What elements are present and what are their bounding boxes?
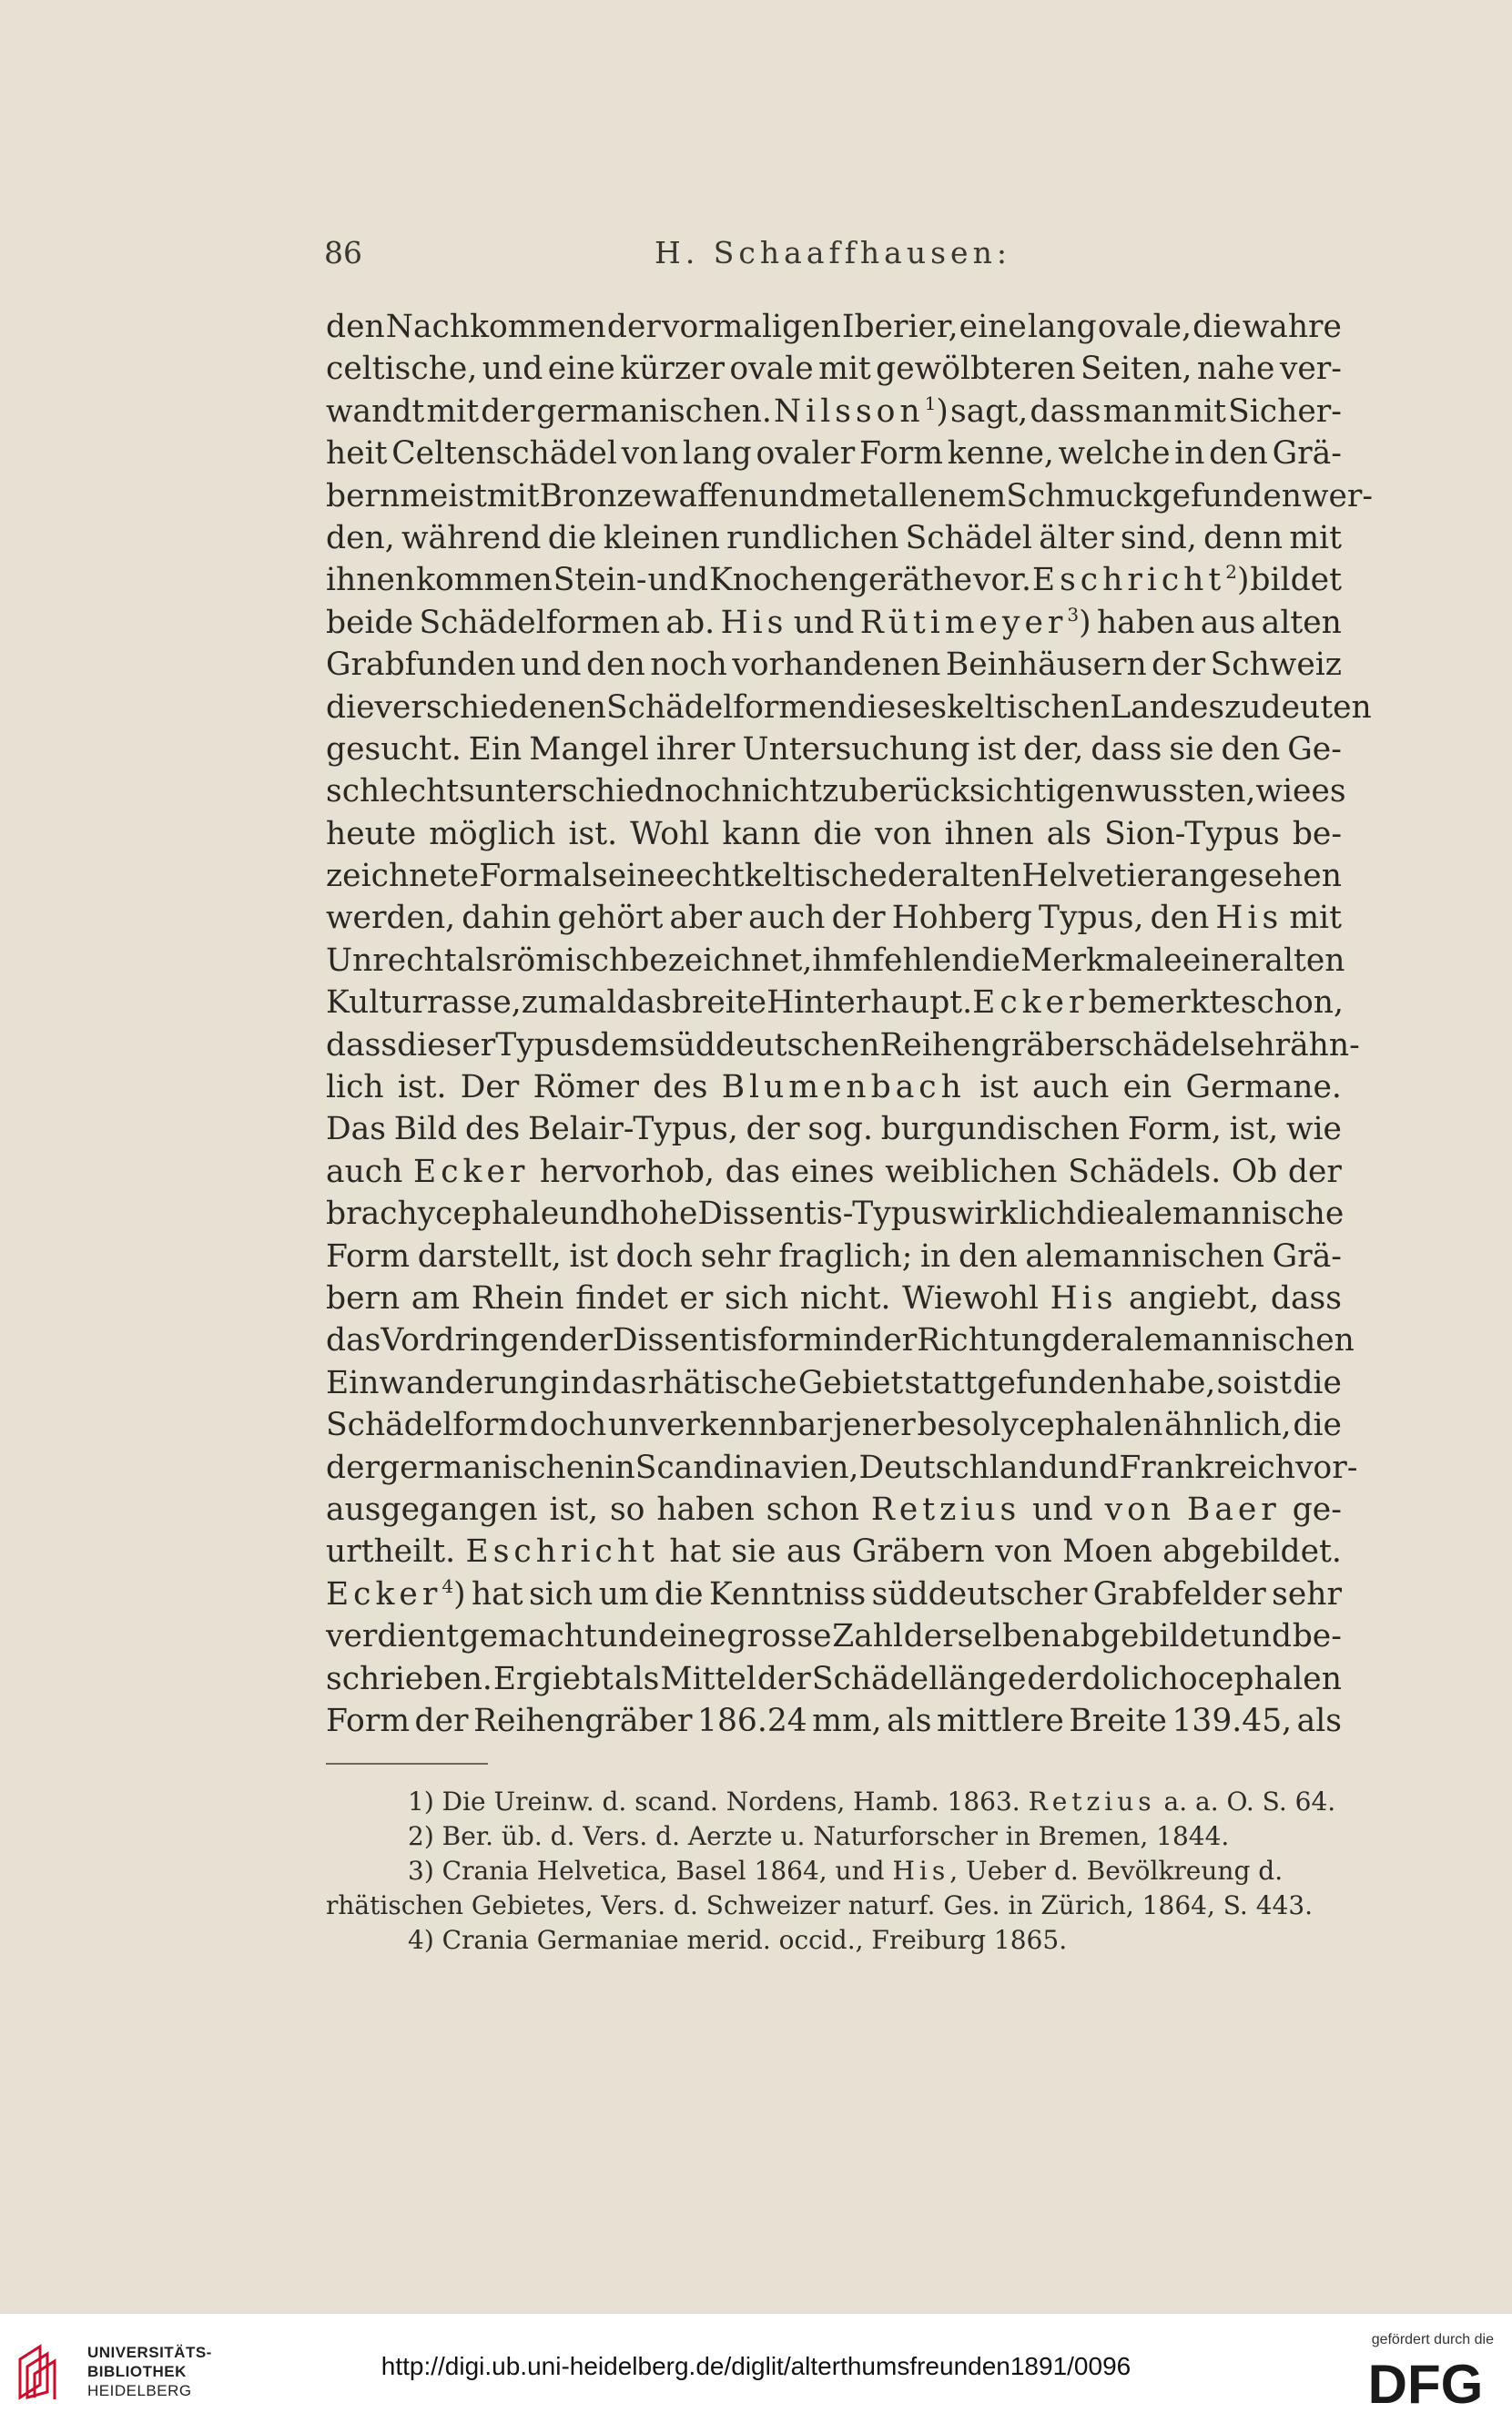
text-line: Das Bild des Belair-Typus, der sog. burgundischen Form, ist, wie: [326, 1111, 1342, 1148]
footnote-marker: 3: [1067, 603, 1080, 626]
text-line: lich ist. Der Römer des Blumenbach ist auch ein Germane.: [326, 1069, 1342, 1106]
text-line: dass dieser Typus dem süddeutschen Reihengräberschädel sehr ähn-: [326, 1026, 1360, 1064]
viewer-footer: [0, 2313, 1512, 2423]
text-line: Grabfunden und den noch vorhandenen Beinhäusern der Schweiz: [326, 646, 1342, 684]
text-line: ihnen kommen Stein- und Knochengeräthe vor. Eschricht$^2$) bildet: [326, 561, 1342, 599]
text-line: der germanischen in Scandinavien, Deutschland und Frankreich vor-: [326, 1449, 1358, 1486]
text-line: schrieben. Er giebt als Mittel der Schädellänge der dolichocephalen: [326, 1660, 1342, 1697]
footnote-divider: [326, 1763, 488, 1765]
text-line: urtheilt. Eschricht hat sie aus Gräbern von Moen abgebildet.: [326, 1533, 1342, 1571]
text-line: heute möglich ist. Wohl kann die von ihnen als Sion-Typus be-: [326, 815, 1342, 852]
footnote-marker: 1: [924, 392, 937, 414]
text-line: den Nachkommen der vormaligen Iberier, eine lang ovale, die wahre: [326, 309, 1342, 345]
text-line: auch Ecker hervorhob, das eines weiblichen Schädels. Ob der: [326, 1153, 1342, 1190]
text-line: Schädelform doch unverkennbar jener besolycephalen ähnlich, die: [326, 1407, 1342, 1444]
footnote: 4) Crania Germaniae merid. occid., Freiburg 1865.: [408, 1925, 1068, 1955]
footnotes: [326, 1785, 1342, 1958]
footnote-marker: 2: [1225, 561, 1237, 584]
text-line: schlechtsunterschied noch nicht zu berücksichtigen wussten, wie es: [326, 773, 1346, 810]
footnote: 3) Crania Helvetica, Basel 1864, und His, Ueber d. Bevölkreung d.: [408, 1856, 1284, 1886]
text-line: Kulturrasse, zumal das breite Hinterhaupt. Ecker bemerkte schon,: [326, 984, 1344, 1022]
page-header: [324, 235, 1342, 280]
text-line: zeichnete Form als eine echt keltische der alten Helvetier angesehen: [326, 858, 1342, 895]
text-line: die verschiedenen Schädelformen dieses keltischen Landes zu deuten: [326, 688, 1372, 726]
text-line: verdient gemacht und eine grosse Zahl derselben abgebildet und be-: [326, 1618, 1342, 1655]
footnote-marker: 4: [441, 1574, 454, 1597]
text-line: heit Celtenschädel von lang ovaler Form kenne, welche in den Grä-: [326, 435, 1342, 473]
footnote: 1) Die Ureinw. d. scand. Nordens, Hamb. 1863. Retzius a. a. O. S. 64.: [408, 1787, 1336, 1817]
footnote: rhätischen Gebietes, Vers. d. Schweizer naturf. Ges. in Zürich, 1864, S. 443.: [326, 1890, 1314, 1920]
text-line: Form darstellt, ist doch sehr fraglich; in den alemannischen Grä-: [326, 1237, 1342, 1275]
text-line: Ecker$^4$) hat sich um die Kenntniss süddeutscher Grabfelder sehr: [326, 1574, 1342, 1613]
text-line: gesucht. Ein Mangel ihrer Untersuchung ist der, dass sie den Ge-: [326, 730, 1342, 768]
text-line: Einwanderung in das rhätische Gebiet stattgefunden habe, so ist die: [326, 1364, 1342, 1401]
permalink-url[interactable]: http://digi.ub.uni-heidelberg.de/diglit/alterthumsfreunden1891/0096: [381, 2352, 1131, 2380]
text-line: celtische, und eine kürzer ovale mit gewölbteren Seiten, nahe ver-: [326, 351, 1342, 388]
text-line: den, während die kleinen rundlichen Schädel älter sind, denn mit: [326, 519, 1342, 556]
dfg-logo-text: DFG: [1367, 2356, 1484, 2410]
library-name: UNIVERSITÄTS- BIBLIOTHEK HEIDELBERG: [87, 2344, 212, 2399]
text-line: werden, dahin gehört aber auch der Hohberg Typus, den His mit: [326, 900, 1342, 937]
running-title: H. Schaaffhausen:: [655, 235, 1011, 270]
body-text: [326, 306, 1374, 1742]
funding-caption: gefördert durch die: [1371, 2332, 1494, 2347]
text-line: beide Schädelformen ab. His und Rütimeyer$^3$) haben aus alten: [326, 603, 1342, 641]
page-number: 86: [324, 235, 362, 270]
text-line: ausgegangen ist, so haben schon Retzius und von Baer ge-: [326, 1491, 1342, 1528]
text-line: bern am Rhein findet er sich nicht. Wiewohl His angiebt, dass: [326, 1279, 1342, 1317]
text-line: bern meist mit Bronzewaffen und metallenem Schmuck gefunden wer-: [326, 477, 1374, 514]
text-line: wandt mit der germanischen. Nilsson$^1$) sagt, dass man mit Sicher-: [326, 392, 1342, 430]
footnote: 2) Ber. üb. d. Vers. d. Aerzte u. Naturforscher in Bremen, 1844.: [408, 1821, 1230, 1851]
dfg-logo-icon: [1357, 2356, 1494, 2410]
text-line: Form der Reihengräber 186.24 mm, als mittlere Breite 139.45, als: [326, 1702, 1342, 1739]
text-line: brachycephale und hohe Dissentis-Typus wirklich die alemannische: [326, 1196, 1345, 1233]
text-line: das Vordringen der Dissentisform in der Richtung der alemannischen: [326, 1322, 1355, 1359]
text-line: Unrecht als römisch bezeichnet, ihm fehlen die Merkmale einer alten: [326, 942, 1345, 979]
